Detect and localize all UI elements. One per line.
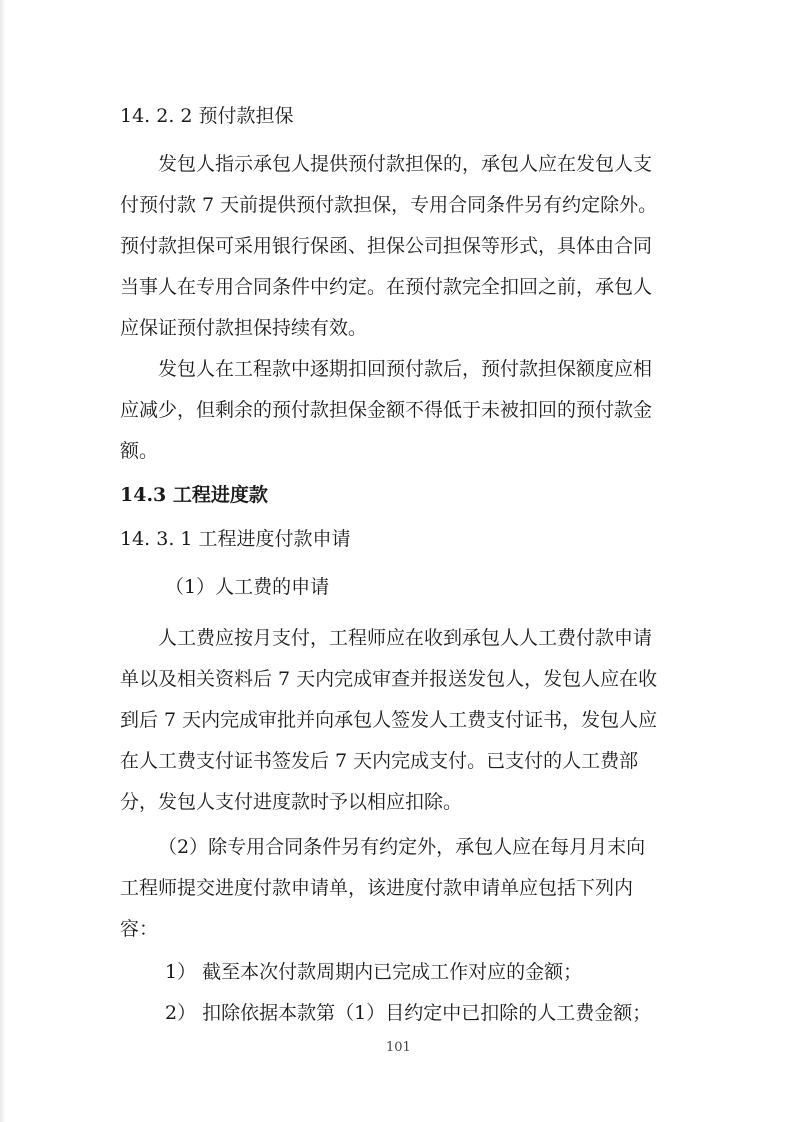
paragraph-line: （2）除专用合同条件另有约定外，承包人应在每月月末向 [158, 836, 646, 858]
paragraph-line: 在人工费支付证书签发后 7 天内完成支付。已支付的人工费部 [120, 750, 639, 772]
page-number: 101 [386, 1040, 411, 1055]
paragraph-line: 容： [120, 918, 159, 940]
paragraph-line: 预付款担保可采用银行保函、担保公司担保等形式，具体由合同 [120, 235, 653, 257]
section-heading-14-3-1: 14. 3. 1 工程进度付款申请 [120, 528, 351, 550]
paragraph-line: 应减少，但剩余的预付款担保金额不得低于未被扣回的预付款金 [120, 399, 653, 421]
paragraph-line: 单以及相关资料后 7 天内完成审查并报送发包人，发包人应在收 [120, 668, 658, 690]
scan-edge [0, 0, 6, 1122]
paragraph-line: 工程师提交进度付款申请单，该进度付款申请单应包括下列内 [120, 877, 634, 899]
paragraph-line: 发包人指示承包人提供预付款担保的，承包人应在发包人支 [158, 153, 653, 175]
paragraph-line: 人工费应按月支付，工程师应在收到承包人人工费付款申请 [158, 627, 653, 649]
section-heading-14-2-2: 14. 2. 2 预付款担保 [120, 105, 294, 127]
paragraph-line: 到后 7 天内完成审批并向承包人签发人工费支付证书，发包人应 [120, 709, 658, 731]
paragraph-line: 分，发包人支付进度款时予以相应扣除。 [120, 791, 463, 813]
paragraph-line: 应保证预付款担保持续有效。 [120, 317, 368, 339]
paragraph-line: 发包人在工程款中逐期扣回预付款后，预付款担保额度应相 [158, 358, 653, 380]
paragraph-line: 当事人在专用合同条件中约定。在预付款完全扣回之前，承包人 [120, 276, 653, 298]
paragraph-line: 额。 [120, 440, 159, 462]
list-item-1: 1） 截至本次付款周期内已完成工作对应的金额； [165, 961, 583, 983]
section-heading-14-3: 14.3 工程进度款 [120, 484, 268, 506]
list-item-2: 2） 扣除依据本款第（1）目约定中已扣除的人工费金额； [165, 1002, 652, 1024]
paragraph-line: 付预付款 7 天前提供预付款担保，专用合同条件另有约定除外。 [120, 194, 658, 216]
subsection-title-labor-cost: （1）人工费的申请 [165, 576, 330, 598]
